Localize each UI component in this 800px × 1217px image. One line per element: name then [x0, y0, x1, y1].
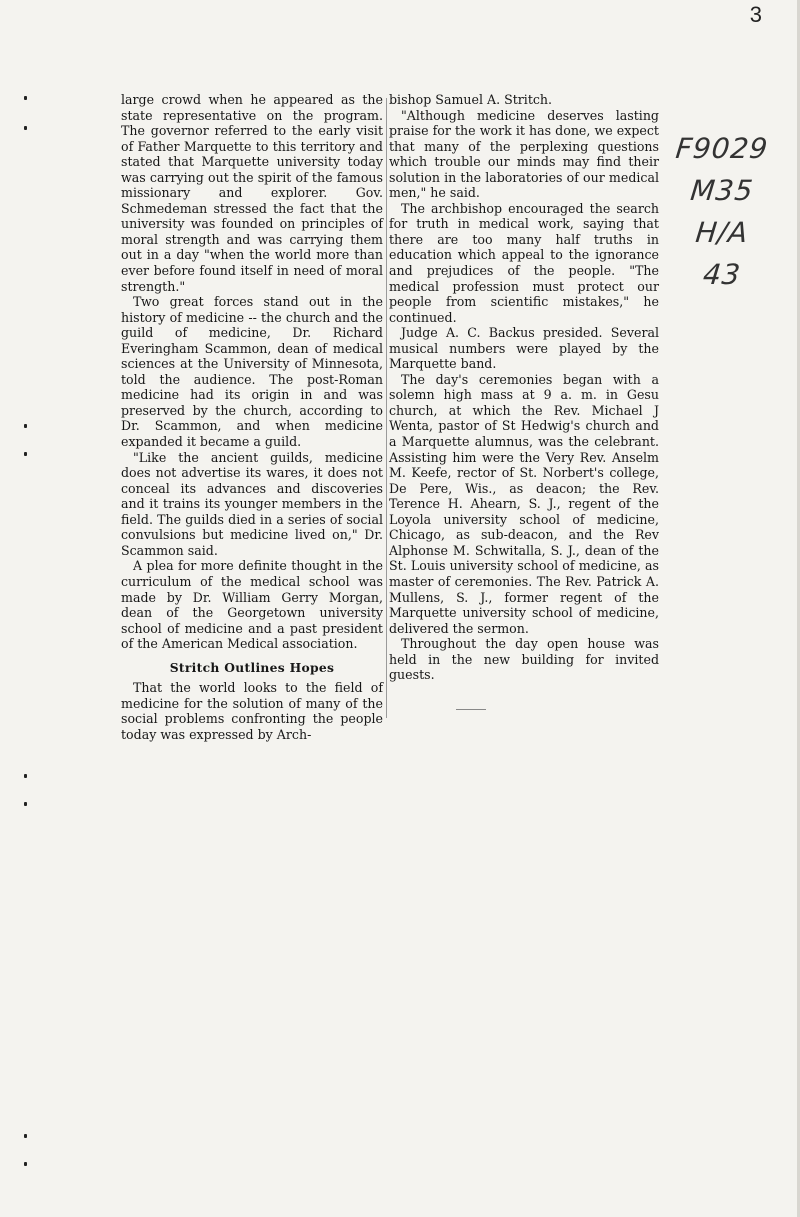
annotation-line: F9029 — [674, 132, 770, 165]
margin-mark — [24, 452, 27, 456]
margin-mark — [24, 126, 27, 130]
margin-mark — [24, 1134, 27, 1138]
article-paragraph: Throughout the day open house was held in the new building for invited guests. — [389, 636, 659, 683]
article-paragraph: "Although medicine deserves lasting praise for the work it has done, we expect that many of the perplexing questions which trouble our minds may find their solution in the laboratories of our medical men," he said. — [389, 107, 659, 201]
annotation-line: H/A — [693, 216, 751, 249]
page-number: 3 — [749, 2, 762, 27]
article-end-rule — [456, 709, 486, 710]
article-paragraph: A plea for more definite thought in the curriculum of the medical school was made by Dr. William Gerry Morgan, dean of the Georgetown university school of medicine and a past president of the American Medical association. — [121, 558, 383, 652]
column-divider — [386, 98, 387, 718]
article-column-right — [389, 92, 659, 683]
article-paragraph: The archbishop encouraged the search for truth in medical work, saying that there are too many half truths in education which appeal to the ignorance and prejudices of the people. "The medical profession must protect our people from scientific mistakes," he continued. — [389, 200, 659, 325]
article-column-left — [121, 92, 383, 742]
handwritten-annotation — [672, 128, 772, 296]
article-paragraph: The day's ceremonies began with a solemn high mass at 9 a. m. in Gesu church, at which the Rev. Michael J Wenta, pastor of St Hedwig's church and a Marquette alumnus, was the celebrant. Assisting him were the Very Rev. Anselm M. Keefe, rector of St. Norbert's college, De Pere, Wis., as deacon; the Rev. Terence H. Ahearn, S. J., regent of the Loyola university school of medicine, Chicago, as sub-deacon, and the Rev Alphonse M. Schwitalla, S. J., dean of the St. Louis university school of medicine, as master of ceremonies. The Rev. Patrick A. Mullens, S. J., former regent of the Marquette university school of medicine, delivered the sermon. — [389, 371, 659, 636]
annotation-line: 43 — [701, 258, 743, 291]
article-paragraph: "Like the ancient guilds, medicine does not advertise its wares, it does not conceal its advances and discoveries and it trains its younger members in the field. The guilds died in a series of social convulsions but medicine lived on," Dr. Scammon said. — [121, 449, 383, 558]
margin-mark — [24, 424, 27, 428]
article-paragraph: bishop Samuel A. Stritch. — [389, 92, 553, 107]
article-paragraph: That the world looks to the field of medicine for the solution of many of the social problems confronting the people today was expressed by Arch- — [121, 680, 383, 742]
margin-mark — [24, 96, 27, 100]
annotation-line: M35 — [688, 174, 756, 207]
margin-mark — [24, 1162, 27, 1166]
margin-mark — [24, 774, 27, 778]
article-subheading: Stritch Outlines Hopes — [169, 659, 335, 675]
article-paragraph: Two great forces stand out in the history of medicine -- the church and the guild of medicine, Dr. Richard Everingham Scammon, dean of medical sciences at the University of Minnesota, told the audience. The post-Roman medicine had its origin in and was preserved by the church, according to Dr. Scammon, and when medicine expanded it became a guild. — [121, 294, 383, 450]
article-paragraph: Judge A. C. Backus presided. Several musical numbers were played by the Marquette band. — [389, 325, 659, 372]
margin-mark — [24, 802, 27, 806]
article-paragraph: large crowd when he appeared as the state representative on the program. The governor referred to the early visit of Father Marquette to this territory and stated that Marquette university today was carrying out the spirit of the famous missionary and explorer. Gov. Schmedeman stressed the fact that the university was founded on principles of moral strength and was carrying them out in a day "when the world more than ever before found itself in need of moral strength." — [121, 92, 383, 294]
